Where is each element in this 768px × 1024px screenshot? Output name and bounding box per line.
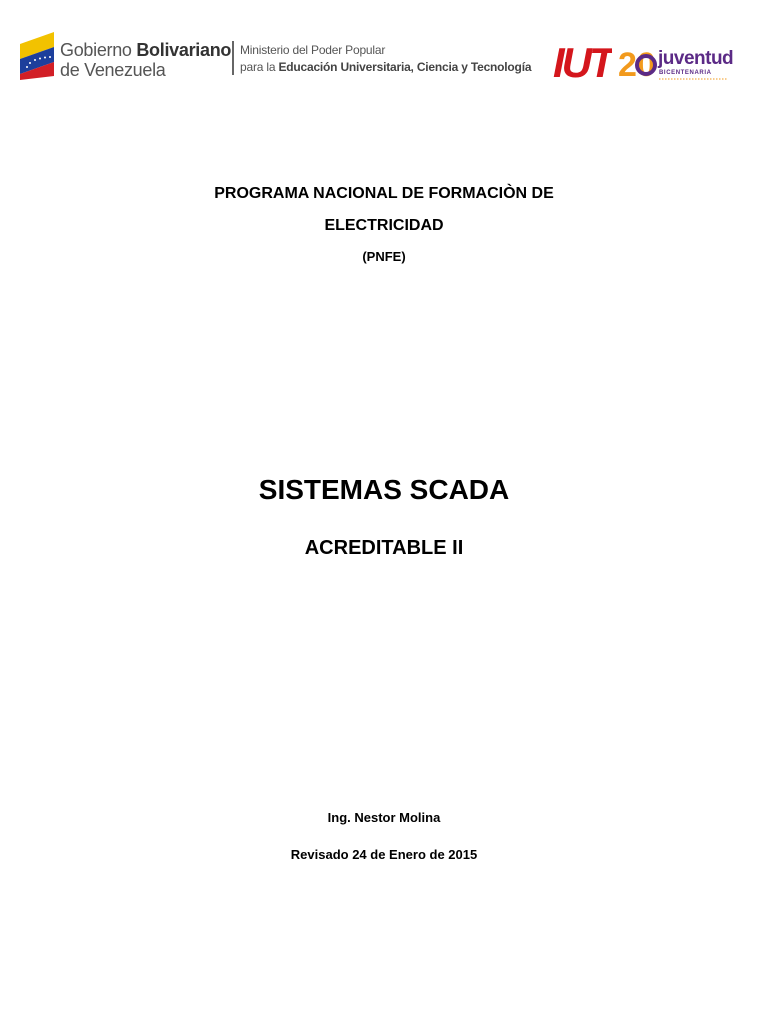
government-name-regular: Gobierno: [60, 40, 137, 60]
document-subtitle: ACREDITABLE II: [304, 537, 464, 559]
government-name-bold: Bolivariano: [136, 40, 232, 60]
ministry-line1: Ministerio del Poder Popular: [240, 43, 386, 57]
venezuela-flag-icon: [18, 30, 56, 80]
juventud-bicentenaria-logo: [618, 36, 734, 84]
header-divider: [232, 41, 234, 75]
anniversary-number: 20: [618, 46, 656, 84]
document-title: SISTEMAS SCADA: [258, 474, 510, 505]
iut-logo-text: IUT: [553, 39, 612, 81]
government-country: de Venezuela: [60, 60, 166, 80]
bicentenaria-logo-text: BICENTENARIA: [659, 70, 712, 76]
revision-date: Revisado 24 de Enero de 2015: [290, 847, 478, 862]
letterhead: [0, 0, 768, 100]
government-name: [60, 40, 231, 80]
juventud-logo-text: juventud: [658, 48, 734, 69]
program-acronym: (PNFE): [362, 249, 406, 264]
program-name-line1: PROGRAMA NACIONAL DE FORMACIÒN DE: [214, 185, 554, 202]
program-name-line2: ELECTRICIDAD: [324, 217, 444, 234]
iut-logo: [552, 37, 612, 81]
author-name: Ing. Nestor Molina: [327, 810, 441, 825]
ministry-line2-bold: Educación Universitaria, Ciencia y Tecnología: [278, 60, 532, 74]
ministry-name: [240, 42, 531, 76]
ministry-line2-prefix: para la: [240, 60, 279, 74]
